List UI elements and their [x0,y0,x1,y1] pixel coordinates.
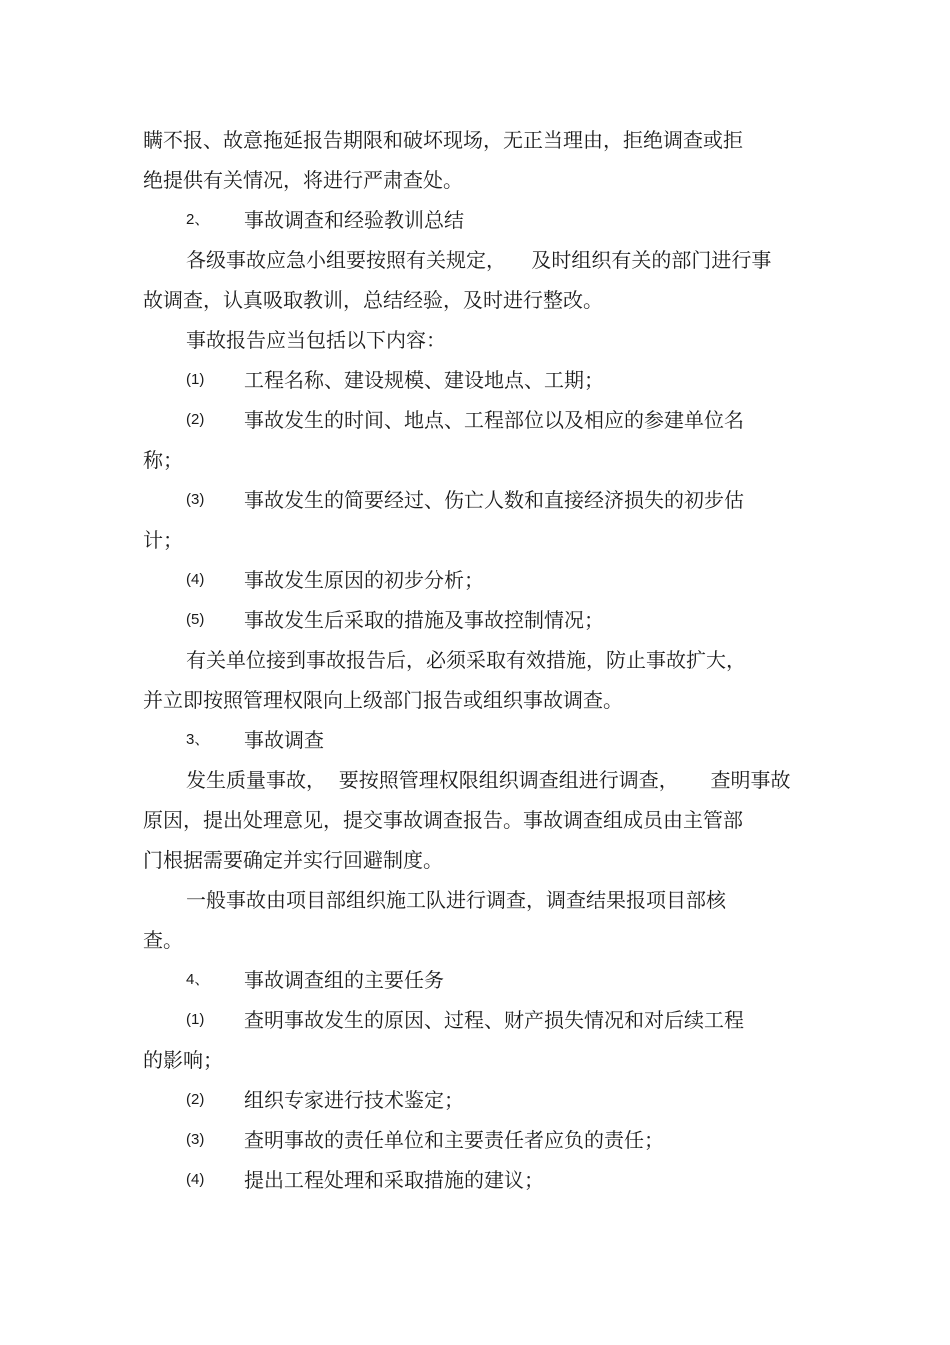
list-number: (3) [186,1131,205,1148]
list-number: (1) [186,1011,205,1028]
line-text: 门根据需要确定并实行回避制度。 [143,848,443,872]
line-text: 并立即按照管理权限向上级部门报告或组织事故调查。 [143,688,623,712]
list-text: 组织专家进行技术鉴定； [244,1088,464,1112]
list-number: (2) [186,1091,205,1108]
list-text: 事故发生后采取的措施及事故控制情况； [244,608,604,632]
line-text: 各级事故应急小组要按照有关规定， 及时组织有关的部门进行事 [186,248,772,272]
line-text: 计； [143,528,183,552]
list-number: (4) [186,571,205,588]
line-text: 绝提供有关情况，将进行严肃查处。 [143,168,463,192]
list-text: 事故发生的时间、地点、工程部位以及相应的参建单位名 [244,408,744,432]
line-text: 一般事故由项目部组织施工队进行调查，调查结果报项目部核 [186,888,726,912]
list-number: (5) [186,611,205,628]
line-text: 的影响； [143,1048,223,1072]
section-number: 4、 [186,971,210,988]
section-number: 3、 [186,731,210,748]
section-title: 事故调查组的主要任务 [244,968,444,992]
list-text: 查明事故的责任单位和主要责任者应负的责任； [244,1128,664,1152]
list-text: 事故发生原因的初步分析； [244,568,484,592]
list-number: (4) [186,1171,205,1188]
line-text: 有关单位接到事故报告后，必须采取有效措施，防止事故扩大， [186,648,746,672]
line-text: 事故报告应当包括以下内容： [186,328,446,352]
list-text: 提出工程处理和采取措施的建议； [244,1168,544,1192]
line-text: 发生质量事故， 要按照管理权限组织调查组进行调查， 查明事故 [186,768,791,792]
section-title: 事故调查和经验教训总结 [244,208,464,232]
list-number: (1) [186,371,205,388]
section-title: 事故调查 [244,728,324,752]
line-text: 查。 [143,928,183,952]
line-text: 原因，提出处理意见，提交事故调查报告。事故调查组成员由主管部 [143,808,743,832]
list-number: (3) [186,491,205,508]
section-number: 2、 [186,211,210,228]
line-text: 故调查，认真吸取教训，总结经验，及时进行整改。 [143,288,603,312]
list-text: 工程名称、建设规模、建设地点、工期； [244,368,604,392]
list-number: (2) [186,411,205,428]
list-text: 事故发生的简要经过、伤亡人数和直接经济损失的初步估 [244,488,744,512]
list-text: 查明事故发生的原因、过程、财产损失情况和对后续工程 [244,1008,744,1032]
line-text: 称； [143,448,183,472]
line-text: 瞒不报、故意拖延报告期限和破坏现场，无正当理由，拒绝调查或拒 [143,128,743,152]
